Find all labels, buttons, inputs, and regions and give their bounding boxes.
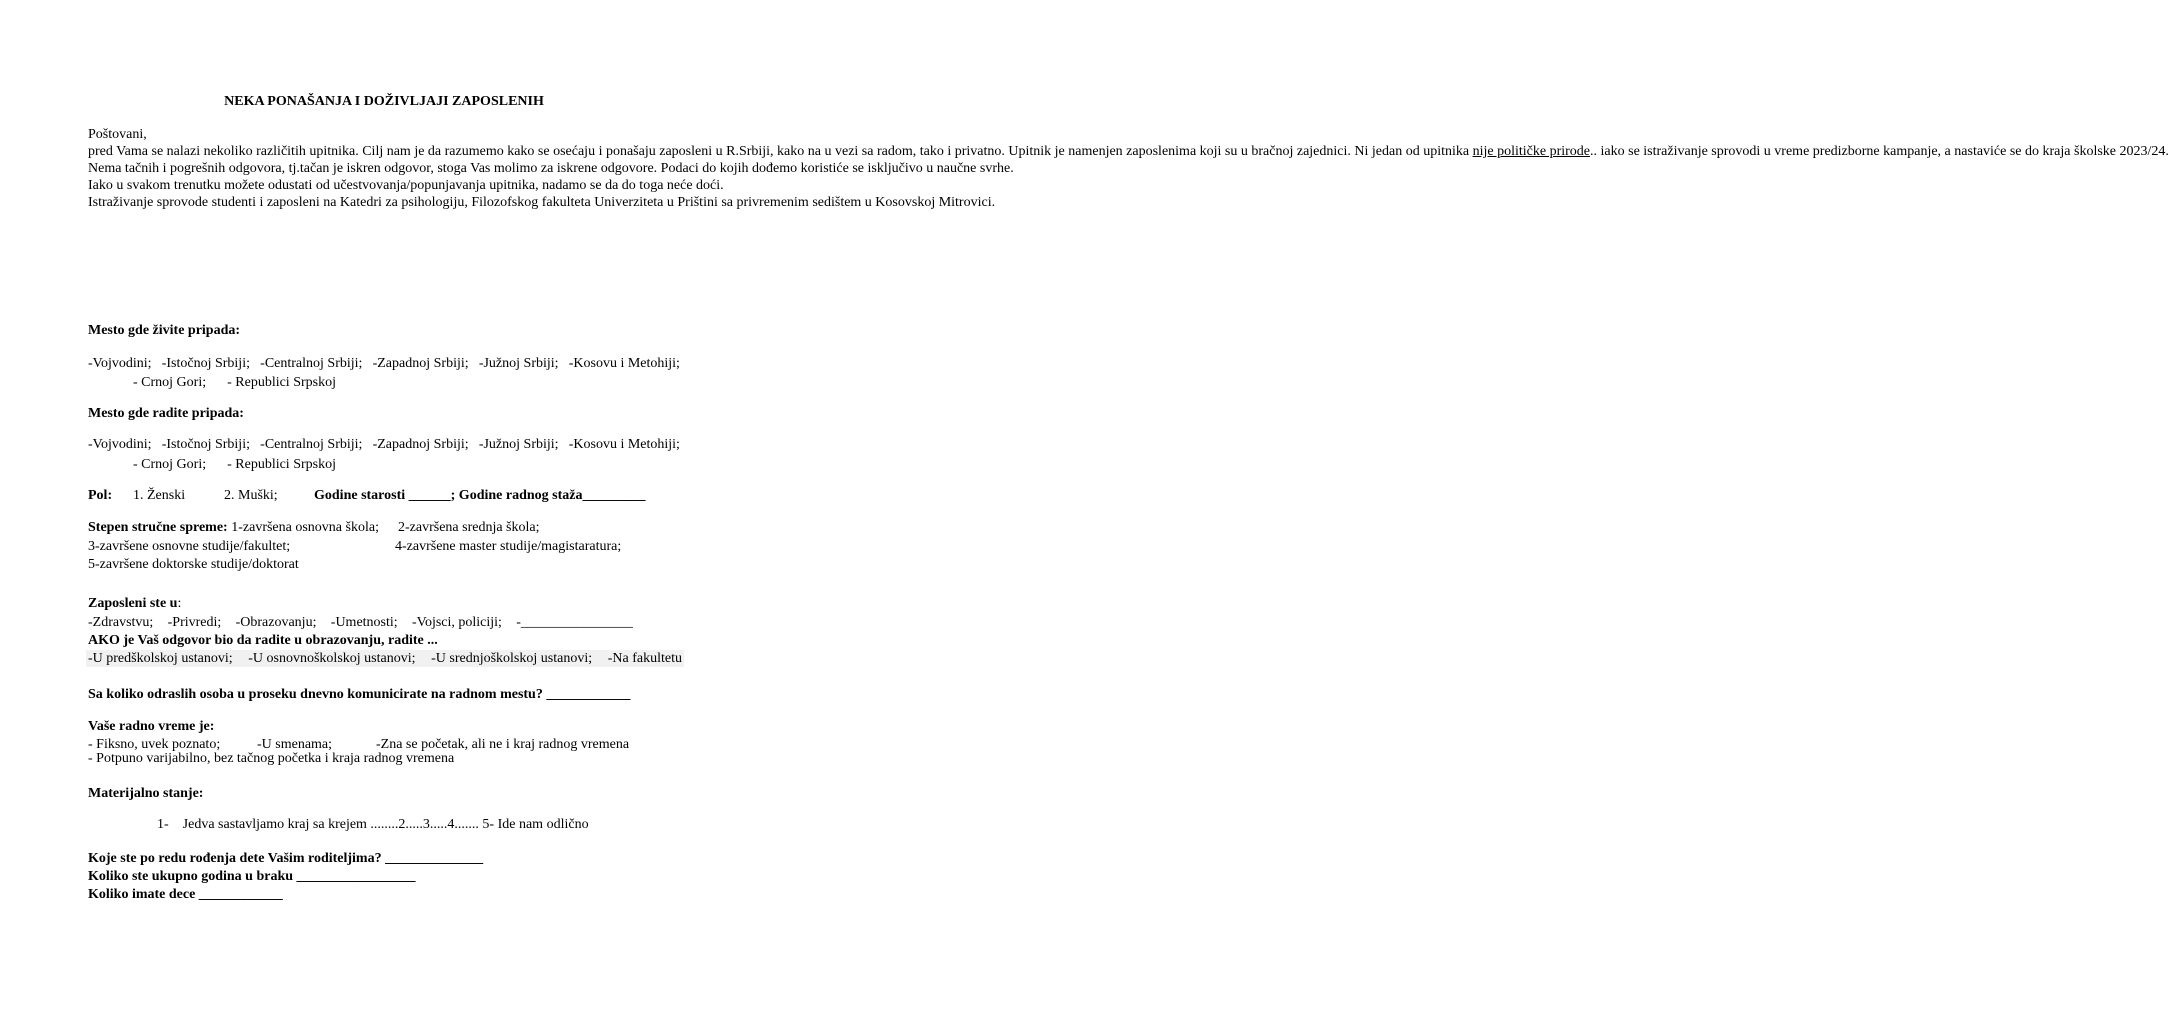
work-options	[88, 436, 680, 453]
birth-order-question[interactable]: Koje ste po redu rođenja dete Vašim roditeljima? ______________	[88, 851, 484, 866]
employed-heading-text: Zaposleni ste u	[88, 596, 178, 611]
intro-paragraph-1	[88, 143, 2169, 160]
education-line-1	[88, 519, 379, 536]
work-options-line2[interactable]: - Crnoj Gori; - Republici Srpskoj	[133, 457, 336, 472]
live-options	[88, 355, 680, 372]
live-option[interactable]: -Centralnoj Srbiji;	[260, 356, 363, 371]
education-sector-question: AKO je Vaš odgovor bio da radite u obrazovanju, radite ...	[88, 633, 438, 648]
live-option[interactable]: -Istočnoj Srbiji;	[161, 356, 250, 371]
live-heading: Mesto gde živite pripada:	[88, 323, 241, 338]
education-sector-option[interactable]: -U predškolskoj ustanovi;	[88, 651, 233, 666]
employed-option[interactable]: -Umetnosti;	[330, 615, 398, 630]
live-option[interactable]: -Vojvodini;	[88, 356, 152, 371]
intro-paragraph-2: Nema tačnih i pogrešnih odgovora, tj.tačan je iskren odgovor, stoga Vas molimo za iskrene odgovore. Podaci do kojih dođemo koristiće se isključivo u naučne svrhe.	[88, 161, 1014, 176]
education-heading: Stepen stručne spreme:	[88, 520, 228, 535]
intro-text	[88, 126, 2169, 211]
employed-option[interactable]: -________________	[516, 615, 633, 630]
gender-option-male[interactable]: 2. Muški;	[224, 488, 278, 503]
worktime-option-shifts[interactable]: -U smenama;	[257, 737, 333, 752]
material-scale[interactable]: 1- Jedva sastavljamo kraj sa krejem ........2.....3.....4....... 5- Ide nam odlično	[157, 817, 589, 832]
worktime-heading: Vaše radno vreme je:	[88, 719, 215, 734]
live-option[interactable]: -Kosovu i Metohiji;	[568, 356, 680, 371]
intro-p1-underlined: nije političke prirode	[1472, 144, 1591, 159]
employed-colon: :	[177, 596, 182, 611]
age-fields[interactable]: Godine starosti ______; Godine radnog staža_________	[314, 488, 646, 503]
work-heading: Mesto gde radite pripada:	[88, 406, 244, 421]
live-options-line2[interactable]: - Crnoj Gori; - Republici Srpskoj	[133, 375, 336, 390]
worktime-option-known-start[interactable]: -Zna se početak, ali ne i kraj radnog vremena	[376, 737, 630, 752]
work-option[interactable]: -Centralnoj Srbiji;	[260, 437, 363, 452]
education-option-4[interactable]: 4-završene master studije/magistaratura;	[395, 539, 622, 554]
work-option[interactable]: -Kosovu i Metohiji;	[568, 437, 680, 452]
intro-paragraph-4: Istraživanje sprovode studenti i zaposleni na Katedri za psihologiju, Filozofskog fakulteta Univerziteta u Prištini sa privremenim sedištem u Kosovskoj Mitrovici.	[88, 195, 996, 210]
adults-question[interactable]: Sa koliko odraslih osoba u proseku dnevno komunicirate na radnom mestu? ____________	[88, 687, 631, 702]
employed-options	[88, 614, 633, 631]
work-option[interactable]: -Zapadnoj Srbiji;	[372, 437, 469, 452]
employed-option[interactable]: -Vojsci, policiji;	[411, 615, 502, 630]
education-option-1[interactable]: 1-završena osnovna škola;	[231, 520, 379, 535]
employed-option[interactable]: -Zdravstvu;	[88, 615, 154, 630]
intro-paragraph-3: Iako u svakom trenutku možete odustati od učestvovanja/popunjavanja upitnika, nadamo se da do toga neće doći.	[88, 178, 724, 193]
greeting: Poštovani,	[88, 127, 147, 142]
work-option[interactable]: -Istočnoj Srbiji;	[161, 437, 250, 452]
page-title: NEKA PONAŠANJA I DOŽIVLJAJI ZAPOSLENIH	[224, 94, 544, 109]
material-heading: Materijalno stanje:	[88, 786, 204, 801]
work-option[interactable]: -Vojvodini;	[88, 437, 152, 452]
education-sector-option[interactable]: -Na fakultetu	[607, 651, 682, 666]
gender-option-female[interactable]: 1. Ženski	[133, 488, 186, 503]
education-sector-option[interactable]: -U osnovnoškolskoj ustanovi;	[248, 651, 416, 666]
education-option-3[interactable]: 3-završene osnovne studije/fakultet;	[88, 539, 291, 554]
live-option[interactable]: -Južnoj Srbiji;	[478, 356, 559, 371]
employed-option[interactable]: -Obrazovanju;	[235, 615, 317, 630]
employed-option[interactable]: -Privredi;	[167, 615, 222, 630]
worktime-option-fixed[interactable]: - Fiksno, uvek poznato;	[88, 737, 221, 752]
children-count-question[interactable]: Koliko imate dece ____________	[88, 887, 283, 902]
education-sector-option[interactable]: -U srednjoškolskoj ustanovi;	[431, 651, 593, 666]
worktime-option-variable[interactable]: - Potpuno varijabilno, bez tačnog početka i kraja radnog vremena	[88, 751, 455, 766]
education-option-2[interactable]: 2-završena srednja škola;	[398, 520, 540, 535]
employed-heading	[88, 595, 181, 612]
intro-p1-start: pred Vama se nalazi nekoliko različitih upitnika. Cilj nam je da razumemo kako se osećaju i ponašaju zaposleni u R.Srbiji, kako na u vezi sa radom, tako i privatno. Upitnik je namenjen zaposlenima koji su u bračnoj zajednici. Ni jedan od upitnika	[88, 144, 1473, 159]
marriage-years-question[interactable]: Koliko ste ukupno godina u braku _________________	[88, 869, 416, 884]
education-sector-options	[86, 650, 684, 667]
work-option[interactable]: -Južnoj Srbiji;	[478, 437, 559, 452]
gender-label: Pol:	[88, 488, 113, 503]
live-option[interactable]: -Zapadnoj Srbiji;	[372, 356, 469, 371]
intro-p1-end: .. iako se istraživanje sprovodi u vreme predizborne kampanje, a nastaviće se do kraja školske 2023/24.	[1590, 144, 2169, 159]
education-option-5[interactable]: 5-završene doktorske studije/doktorat	[88, 557, 299, 572]
